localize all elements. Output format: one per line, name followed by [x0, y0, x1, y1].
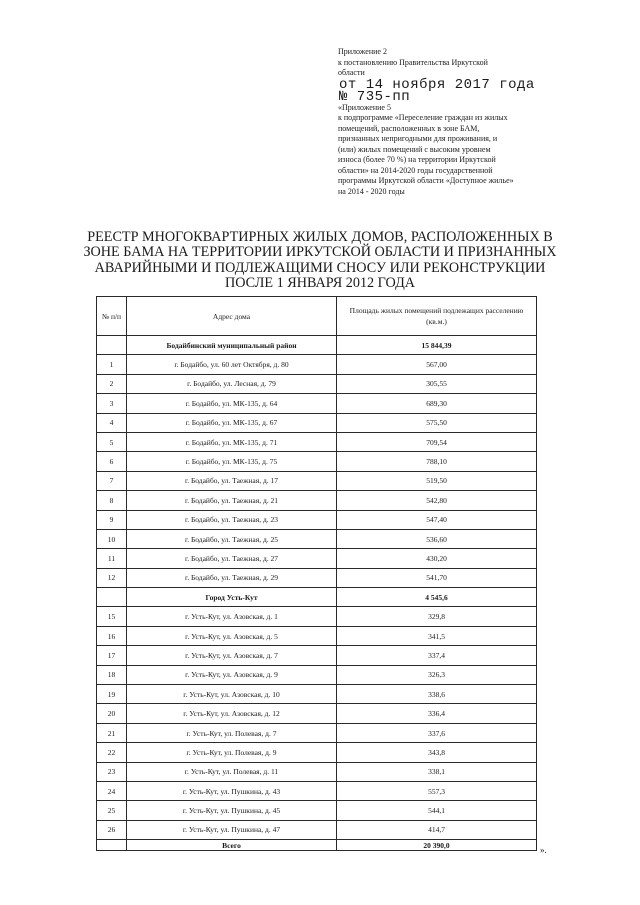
row-number: 25 — [97, 801, 127, 820]
row-number: 22 — [97, 743, 127, 762]
closing-mark: ». — [540, 845, 547, 855]
row-area: 547,40 — [337, 510, 537, 529]
row-area: 326,3 — [337, 665, 537, 684]
row-number: 20 — [97, 704, 127, 723]
resolution-line-2: области — [338, 68, 365, 77]
row-address: г. Бодайбо, ул. МК-135, д. 64 — [127, 394, 337, 413]
row-address: г. Усть-Кут, ул. Азовская, д. 1 — [127, 607, 337, 626]
section-name: Город Усть-Кут — [127, 588, 337, 607]
table-row — [97, 413, 537, 432]
row-address: г. Бодайбо, ул. Лесная, д. 79 — [127, 374, 337, 393]
section-total: 15 844,39 — [337, 336, 537, 355]
row-area: 414,7 — [337, 820, 537, 839]
table-row — [97, 355, 537, 374]
row-number: 1 — [97, 355, 127, 374]
table-row — [97, 510, 537, 529]
column-header-number: № п/п — [97, 297, 127, 336]
table-row — [97, 665, 537, 684]
row-number: 2 — [97, 374, 127, 393]
row-number: 17 — [97, 646, 127, 665]
table-header-row — [97, 297, 537, 336]
row-number: 26 — [97, 820, 127, 839]
table-row — [97, 394, 537, 413]
appendix-label: Приложение 2 — [338, 47, 387, 56]
table-row — [97, 549, 537, 568]
table-row — [97, 374, 537, 393]
row-area: 689,30 — [337, 394, 537, 413]
row-address: г. Усть-Кут, ул. Азовская, д. 7 — [127, 646, 337, 665]
appendix-header — [338, 47, 568, 197]
table-row — [97, 704, 537, 723]
table-row — [97, 432, 537, 451]
table-row — [97, 491, 537, 510]
row-address: г. Усть-Кут, ул. Азовская, д. 10 — [127, 685, 337, 704]
table-row — [97, 762, 537, 781]
row-number: 12 — [97, 568, 127, 587]
grand-total-label: Всего — [127, 840, 337, 851]
resolution-date: от 14 ноября 2017 года — [339, 76, 535, 93]
row-number: 16 — [97, 626, 127, 645]
column-header-address: Адрес дома — [127, 297, 337, 336]
section-number-cell — [97, 588, 127, 607]
section-name: Бодайбинский муниципальный район — [127, 336, 337, 355]
row-area: 575,50 — [337, 413, 537, 432]
subprogram-line: области» на 2014-2020 годы государственной — [338, 165, 493, 175]
row-number: 19 — [97, 685, 127, 704]
row-address: г. Бодайбо, ул. МК-135, д. 71 — [127, 432, 337, 451]
row-area: 542,80 — [337, 491, 537, 510]
row-area: 430,20 — [337, 549, 537, 568]
table-row — [97, 685, 537, 704]
subprogram-line: к подпрограмме «Переселение граждан из жилых — [338, 113, 508, 122]
registry-body — [97, 336, 537, 851]
row-number: 4 — [97, 413, 127, 432]
table-row — [97, 607, 537, 626]
row-number: 6 — [97, 452, 127, 471]
row-area: 305,55 — [337, 374, 537, 393]
row-address: г. Усть-Кут, ул. Полевая, д. 7 — [127, 723, 337, 742]
subprogram-line: на 2014 - 2020 годы — [338, 186, 405, 196]
table-row — [97, 781, 537, 800]
grand-total-value: 20 390,0 — [337, 840, 537, 851]
section-number-cell — [97, 336, 127, 355]
section-row — [97, 336, 537, 355]
table-row — [97, 529, 537, 548]
row-area: 337,4 — [337, 646, 537, 665]
row-number: 3 — [97, 394, 127, 413]
row-area: 541,70 — [337, 568, 537, 587]
subprogram-line: помещений, расположенных в зоне БАМ, — [338, 123, 480, 133]
row-address: г. Бодайбо, ул. МК-135, д. 67 — [127, 413, 337, 432]
row-address: г. Бодайбо, ул. Таежная, д. 17 — [127, 471, 337, 490]
row-address: г. Усть-Кут, ул. Пушкина, д. 47 — [127, 820, 337, 839]
row-area: 338,1 — [337, 762, 537, 781]
row-address: г. Усть-Кут, ул. Азовская, д. 12 — [127, 704, 337, 723]
row-area: 788,10 — [337, 452, 537, 471]
row-number: 7 — [97, 471, 127, 490]
subprogram-line: программы Иркутской области «Доступное жилье» — [338, 176, 514, 185]
row-number: 5 — [97, 432, 127, 451]
subprogram-line: (или) жилых помещений с высоким уровнем — [338, 144, 491, 154]
row-address: г. Усть-Кут, ул. Полевая, д. 9 — [127, 743, 337, 762]
row-address: г. Бодайбо, ул. МК-135, д. 75 — [127, 452, 337, 471]
row-address: г. Усть-Кут, ул. Пушкина, д. 45 — [127, 801, 337, 820]
row-address: г. Бодайбо, ул. Таежная, д. 27 — [127, 549, 337, 568]
table-row — [97, 452, 537, 471]
row-area: 544,1 — [337, 801, 537, 820]
row-number: 24 — [97, 781, 127, 800]
subprogram-line: признанных непригодными для проживания, и — [338, 134, 498, 143]
row-number: 9 — [97, 510, 127, 529]
table-row — [97, 568, 537, 587]
row-area: 341,5 — [337, 626, 537, 645]
table-row — [97, 743, 537, 762]
table-row — [97, 471, 537, 490]
section-row — [97, 588, 537, 607]
section-total: 4 545,6 — [337, 588, 537, 607]
row-address: г. Усть-Кут, ул. Пушкина, д. 43 — [127, 781, 337, 800]
registry-table — [96, 296, 537, 851]
table-row — [97, 626, 537, 645]
row-area: 337,6 — [337, 723, 537, 742]
row-area: 536,60 — [337, 529, 537, 548]
row-area: 343,8 — [337, 743, 537, 762]
grand-total-row — [97, 840, 537, 851]
row-number: 23 — [97, 762, 127, 781]
table-row — [97, 820, 537, 839]
table-row — [97, 801, 537, 820]
row-address: г. Бодайбо, ул. Таежная, д. 29 — [127, 568, 337, 587]
table-row — [97, 723, 537, 742]
row-area: 338,6 — [337, 685, 537, 704]
appendix5-label: «Приложение 5 — [338, 102, 391, 112]
document-title: РЕЕСТР МНОГОКВАРТИРНЫХ ЖИЛЫХ ДОМОВ, РАСПОЛОЖЕННЫХ В ЗОНЕ БАМА НА ТЕРРИТОРИИ ИРКУТСКОЙ ОБЛАСТИ И ПРИЗНАННЫХ АВАРИЙНЫМИ И ПОДЛЕЖАЩИМИ СНОСУ ИЛИ РЕКОНСТРУКЦИИ ПОСЛЕ 1 ЯНВАРЯ 2012 ГОДА — [83, 229, 557, 292]
row-number: 8 — [97, 491, 127, 510]
row-address: г. Усть-Кут, ул. Азовская, д. 9 — [127, 665, 337, 684]
row-area: 567,00 — [337, 355, 537, 374]
row-area: 519,50 — [337, 471, 537, 490]
row-address: г. Бодайбо, ул. Таежная, д. 23 — [127, 510, 337, 529]
row-number: 11 — [97, 549, 127, 568]
row-number: 10 — [97, 529, 127, 548]
row-address: г. Бодайбо, ул. Таежная, д. 21 — [127, 491, 337, 510]
row-address: г. Бодайбо, ул. 60 лет Октября, д. 80 — [127, 355, 337, 374]
row-area: 329,8 — [337, 607, 537, 626]
row-area: 336,4 — [337, 704, 537, 723]
subprogram-line: износа (более 70 %) на территории Иркутской — [338, 155, 496, 164]
resolution-number: № 735-пп — [339, 88, 411, 105]
row-area: 557,3 — [337, 781, 537, 800]
row-number: 21 — [97, 723, 127, 742]
row-address: г. Бодайбо, ул. Таежная, д. 25 — [127, 529, 337, 548]
resolution-line-1: к постановлению Правительства Иркутской — [338, 57, 488, 67]
row-number: 15 — [97, 607, 127, 626]
table-row — [97, 646, 537, 665]
grand-total-number-cell — [97, 840, 127, 851]
row-area: 709,54 — [337, 432, 537, 451]
column-header-area: Площадь жилых помещений подлежащих расселению (кв.м.) — [337, 297, 537, 336]
row-number: 18 — [97, 665, 127, 684]
row-address: г. Усть-Кут, ул. Азовская, д. 5 — [127, 626, 337, 645]
row-address: г. Усть-Кут, ул. Полевая, д. 11 — [127, 762, 337, 781]
